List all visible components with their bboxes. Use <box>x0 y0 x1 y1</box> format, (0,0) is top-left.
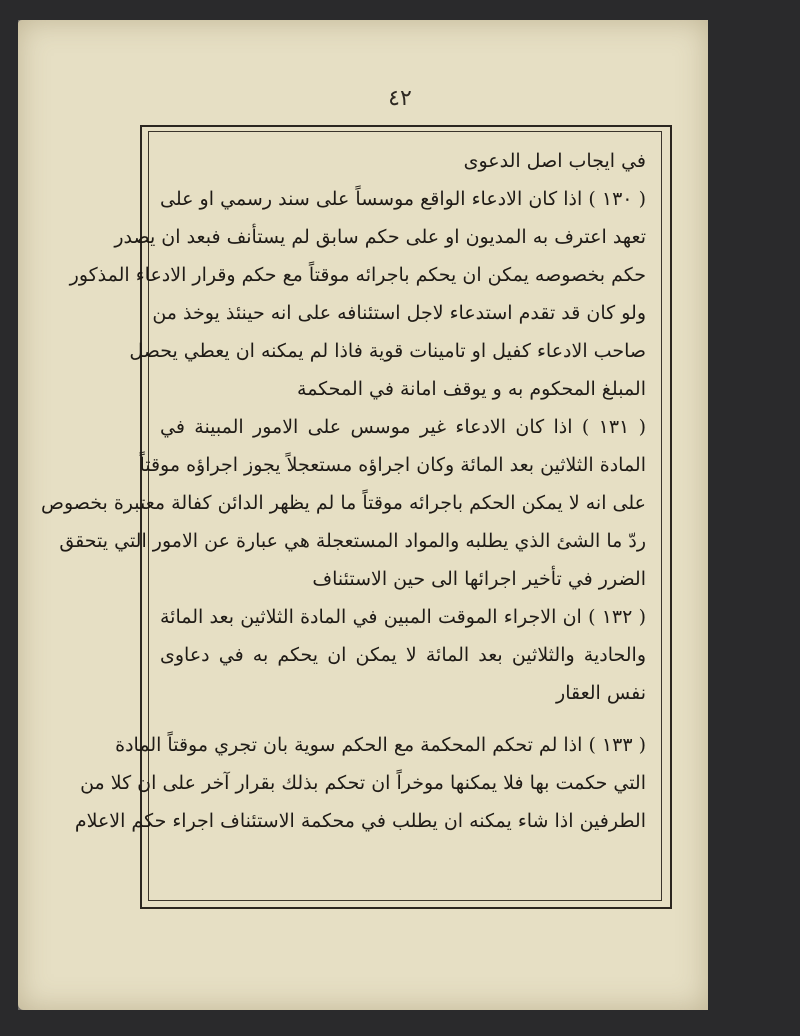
text-line: المادة الثلاثين بعد المائة وكان اجراؤه مستعجلاً يجوز اجراؤه موقتاً <box>139 454 646 476</box>
text-line: الطرفين اذا شاء يمكنه ان يطلب في محكمة الاستئناف اجراء حكم الاعلام <box>74 810 646 832</box>
text-line: ( ١٣٢ ) ان الاجراء الموقت المبين في المادة الثلاثين بعد المائة <box>160 606 646 628</box>
text-line: على انه لا يمكن الحكم باجرائه موقتاً ما لم يظهر الدائن كفالة معتبرة بخصوص <box>41 492 646 514</box>
text-line: ولو كان قد تقدم استدعاء لاجل استئنافه على انه حينئذ يوخذ من <box>152 302 646 324</box>
text-line: حكم بخصوصه يمكن ان يحكم باجرائه موقتاً مع حكم وقرار الادعاء المذكور <box>69 264 646 286</box>
text-line: ردّ ما الشئ الذي يطلبه والمواد المستعجلة هي عبارة عن الامور التي يتحقق <box>59 530 646 552</box>
text-line: نفس العقار <box>556 682 646 704</box>
text-line: ( ١٣٠ ) اذا كان الادعاء الواقع موسساً على سند رسمي او على <box>160 188 646 210</box>
text-line: ( ١٣٣ ) اذا لم تحكم المحكمة مع الحكم سوية بان تجري موقتاً المادة <box>115 734 646 756</box>
text-line: الضرر في تأخير اجرائها الى حين الاستئناف <box>312 568 646 590</box>
text-line: التي حكمت بها فلا يمكنها موخراً ان تحكم بذلك بقرار آخر على ان كلا من <box>80 772 646 794</box>
text-line: تعهد اعترف به المديون او على حكم سابق لم يستأنف فبعد ان يصدر <box>114 226 646 248</box>
text-line: والحادية والثلاثين بعد المائة لا يمكن ان يحكم به في دعاوى <box>160 644 646 666</box>
page-text-block <box>41 142 646 840</box>
text-line: ( ١٣١ ) اذا كان الادعاء غير موسس على الامور المبينة في <box>160 416 646 438</box>
page-number: ٤٢ <box>388 86 412 111</box>
text-line: صاحب الادعاء كفيل او تامينات قوية فاذا لم يمكنه ان يعطي يحصل <box>129 340 646 362</box>
text-line: في ايجاب اصل الدعوى <box>463 150 646 172</box>
text-line: المبلغ المحكوم به و يوقف امانة في المحكمة <box>297 378 646 400</box>
